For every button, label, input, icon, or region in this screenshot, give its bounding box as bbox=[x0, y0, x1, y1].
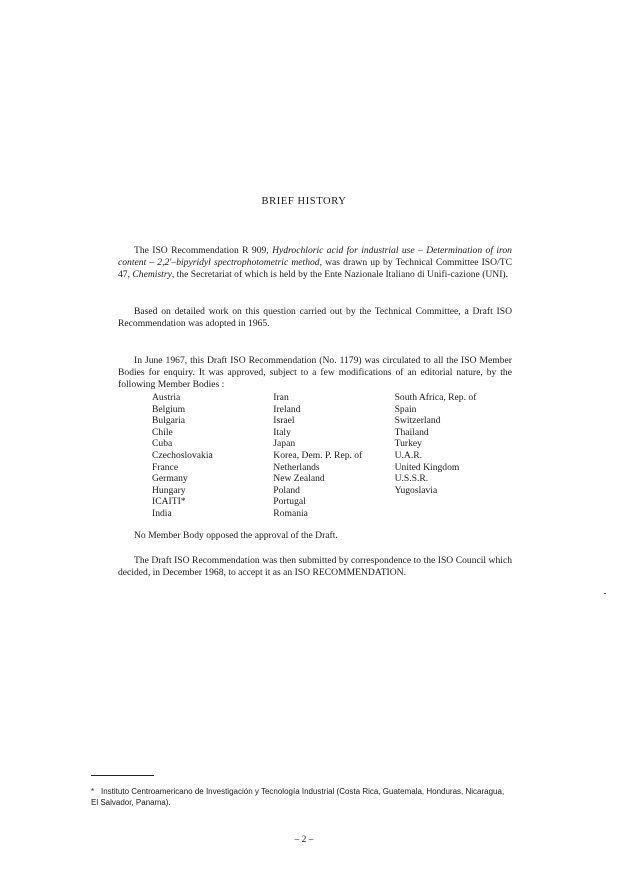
member-body: Spain bbox=[394, 403, 417, 415]
member-body: U.S.S.R. bbox=[394, 473, 429, 485]
member-column-3 bbox=[395, 392, 512, 520]
section-title: BRIEF HISTORY bbox=[261, 196, 347, 207]
member-body: Netherlands bbox=[273, 461, 320, 473]
paragraph-council-decision bbox=[118, 555, 512, 579]
member-body: Cuba bbox=[152, 438, 173, 450]
member-body: Iran bbox=[273, 392, 289, 403]
paragraph-no-opposition bbox=[118, 530, 512, 542]
member-body: India bbox=[152, 507, 172, 519]
member-body: United Kingdom bbox=[394, 461, 460, 473]
member-body: Turkey bbox=[394, 438, 422, 450]
footnote-rule bbox=[91, 775, 154, 776]
member-body: Italy bbox=[273, 426, 291, 438]
origin-text-c: , was drawn up by Technical Committee ISO/TC 47, bbox=[118, 257, 512, 281]
origin-text-e: , the Secretariat of which is held by the Ente Nazionale Italiano di Unifi-cazione (UNI). bbox=[171, 269, 509, 281]
member-body: Belgium bbox=[152, 403, 186, 415]
member-body: South Africa, Rep. of bbox=[394, 392, 477, 403]
member-body: U.A.R. bbox=[394, 449, 423, 461]
member-body: Ireland bbox=[273, 403, 301, 415]
footnote bbox=[91, 786, 513, 808]
council-decision-text: The Draft ISO Recommendation was then submitted by correspondence to the ISO Council which decided, in December 1968, to accept it as an ISO RECOMMENDATION. bbox=[118, 555, 512, 579]
no-opposition-text: No Member Body opposed the approval of the Draft. bbox=[134, 530, 338, 541]
page-number: – 2 – bbox=[294, 835, 314, 845]
stray-mark bbox=[604, 593, 606, 594]
member-body: Austria bbox=[152, 392, 181, 403]
member-body: New Zealand bbox=[273, 473, 325, 485]
member-body: Poland bbox=[273, 484, 300, 496]
paragraph-circulation bbox=[118, 355, 512, 392]
adoption-text: Based on detailed work on this question carried out by the Technical Committee, a Draft ISO Recommendation was adopted in 1965. bbox=[118, 306, 512, 330]
paragraph-adoption bbox=[118, 306, 512, 330]
member-body: Thailand bbox=[394, 426, 429, 438]
footnote-text: Instituto Centroamericano de Investigación y Tecnología Industrial (Costa Rica, Guatemala, Honduras, Nicaragua, El Salvador, Panama). bbox=[91, 787, 505, 807]
recommendation-title: Hydrochloric acid for industrial use – Determination of iron content – 2,2′–bipyridyl spectrophotometric method bbox=[118, 245, 512, 269]
member-body: Japan bbox=[273, 438, 296, 450]
member-body: Czechoslovakia bbox=[152, 449, 213, 461]
circulation-text: In June 1967, this Draft ISO Recommendation (No. 1179) was circulated to all the ISO Member Bodies for enquiry. It was approved, subject to a few modifications of an editorial nature, by the following Member Bodies : bbox=[118, 355, 512, 391]
member-body: Hungary bbox=[152, 484, 186, 496]
member-body: ICAITI* bbox=[152, 496, 186, 508]
member-body: Romania bbox=[273, 507, 308, 519]
member-body: Israel bbox=[273, 415, 295, 427]
committee-name: Chemistry bbox=[132, 269, 172, 281]
member-body: Bulgaria bbox=[152, 415, 186, 427]
member-bodies-list bbox=[152, 392, 512, 520]
member-body: Portugal bbox=[273, 496, 306, 508]
member-body: Germany bbox=[152, 473, 188, 485]
member-column-2 bbox=[273, 392, 394, 520]
member-body: Chile bbox=[152, 426, 173, 438]
member-body: France bbox=[152, 461, 179, 473]
member-body: Switzerland bbox=[394, 415, 441, 427]
member-body: Yugoslavia bbox=[394, 484, 438, 496]
origin-text-a: The ISO Recommendation R 909, bbox=[134, 245, 273, 256]
footnote-mark: * bbox=[91, 787, 95, 796]
paragraph-origin bbox=[118, 245, 512, 282]
member-column-1 bbox=[152, 392, 273, 520]
member-body: Korea, Dem. P. Rep. of bbox=[273, 449, 363, 461]
